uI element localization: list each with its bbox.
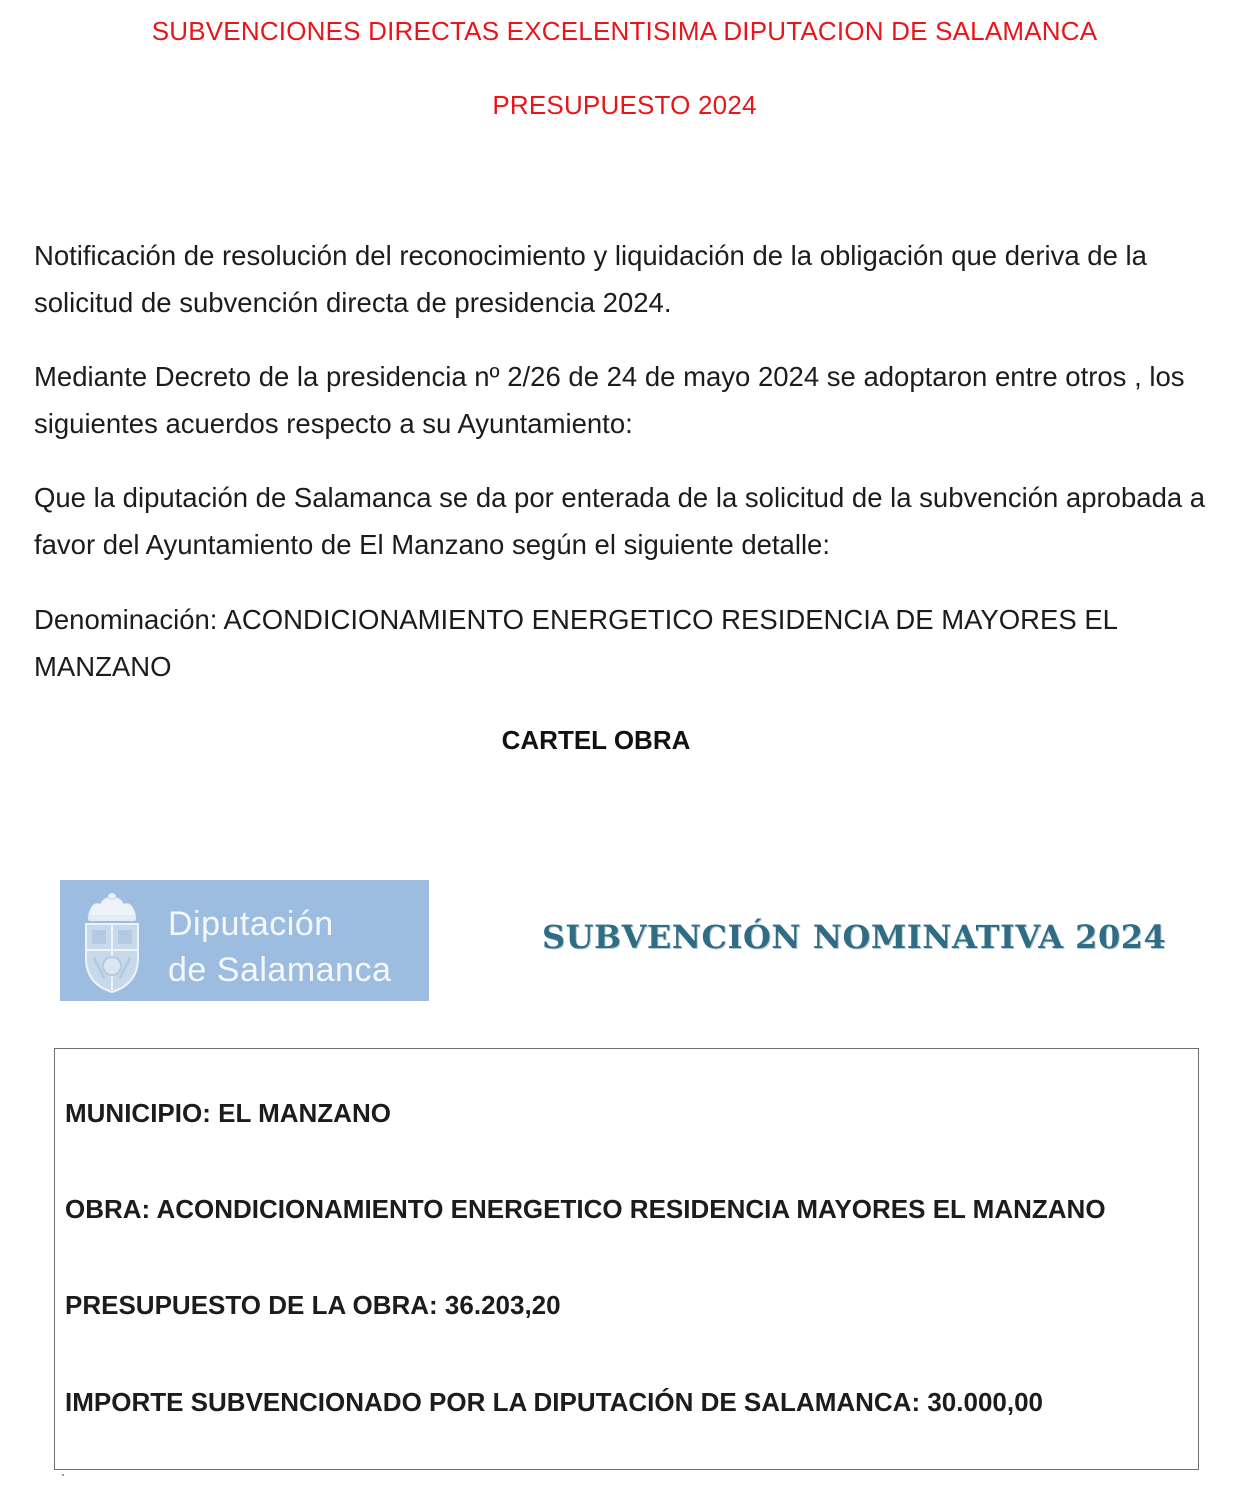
subvencion-banner: SUBVENCIÓN NOMINATIVA 2024 bbox=[542, 918, 1167, 956]
document-title: SUBVENCIONES DIRECTAS EXCELENTISIMA DIPUTACION DE SALAMANCA bbox=[151, 16, 1098, 46]
info-importe: IMPORTE SUBVENCIONADO POR LA DIPUTACIÓN DE SALAMANCA: 30.000,00 bbox=[65, 1387, 1044, 1417]
coat-of-arms-icon bbox=[78, 886, 146, 996]
cartel-heading: CARTEL OBRA bbox=[501, 725, 691, 755]
paragraph-acuerdo: Que la diputación de Salamanca se da por enterada de la solicitud de la subvención aprobada a favor del Ayuntamiento de El Manzano según el siguiente detalle: bbox=[34, 482, 1206, 560]
cartel-info-box bbox=[54, 1048, 1199, 1470]
document-subtitle: PRESUPUESTO 2024 bbox=[492, 90, 757, 120]
info-obra: OBRA: ACONDICIONAMIENTO ENERGETICO RESIDENCIA MAYORES EL MANZANO bbox=[65, 1194, 1106, 1224]
info-presupuesto: PRESUPUESTO DE LA OBRA: 36.203,20 bbox=[65, 1290, 561, 1320]
paragraph-denominacion: Denominación: ACONDICIONAMIENTO ENERGETICO RESIDENCIA DE MAYORES EL MANZANO bbox=[34, 604, 1117, 682]
diputacion-logo bbox=[60, 880, 429, 1001]
paragraph-decreto: Mediante Decreto de la presidencia nº 2/26 de 24 de mayo 2024 se adoptaron entre otros , los siguientes acuerdos respecto a su Ayuntamiento: bbox=[34, 361, 1185, 439]
logo-text-diputacion: Diputación bbox=[168, 905, 334, 943]
info-municipio: MUNICIPIO: EL MANZANO bbox=[65, 1098, 391, 1128]
paragraph-notificacion: Notificación de resolución del reconocimiento y liquidación de la obligación que deriva de la solicitud de subvención directa de presidencia 2024. bbox=[34, 240, 1147, 318]
page-mark bbox=[62, 1474, 64, 1476]
logo-text-salamanca: de Salamanca bbox=[168, 951, 392, 989]
